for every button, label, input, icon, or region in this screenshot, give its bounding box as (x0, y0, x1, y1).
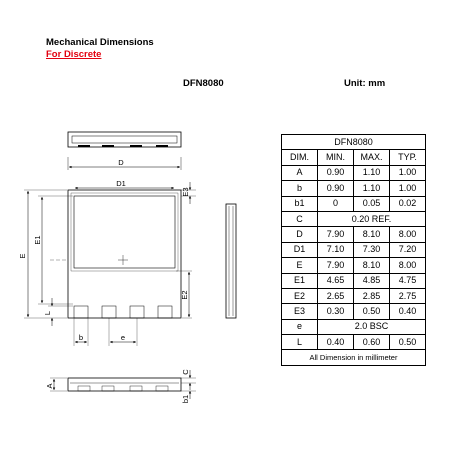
cell-typ: 1.00 (390, 165, 426, 180)
cell-max: 2.85 (354, 288, 390, 303)
table-row (282, 181, 426, 196)
cell-min: 0 (318, 196, 354, 211)
table-row (282, 258, 426, 273)
label-a: A (45, 383, 54, 389)
table-footer-row (282, 350, 426, 365)
table-row (282, 227, 426, 242)
cell-typ: 8.00 (390, 258, 426, 273)
table-title: DFN8080 (282, 135, 426, 150)
label-e1: E1 (33, 235, 42, 245)
cell-dim: D1 (282, 242, 318, 257)
cell-min: 7.90 (318, 227, 354, 242)
label-e2: E2 (180, 290, 189, 300)
label-pitch: e (120, 333, 126, 342)
package-name: DFN8080 (183, 78, 224, 89)
cell-min: 7.90 (318, 258, 354, 273)
cell-dim: D (282, 227, 318, 242)
table-row (282, 165, 426, 180)
right-side-view (226, 204, 236, 318)
label-b: b (78, 333, 84, 342)
header-min: MIN. (318, 150, 354, 165)
label-e3: E3 (181, 187, 190, 197)
cell-typ: 4.75 (390, 273, 426, 288)
unit-label: Unit: mm (344, 78, 386, 89)
table-title-row (282, 135, 426, 150)
dim-b (74, 318, 88, 346)
bottom-view (50, 190, 181, 318)
table-row (282, 273, 426, 288)
cell-typ: 0.40 (390, 304, 426, 319)
table-header-row (282, 150, 426, 165)
cell-max: 0.05 (354, 196, 390, 211)
dim-e (18, 190, 67, 318)
cell-dim: b (282, 181, 318, 196)
cell-span: 0.20 REF. (318, 211, 426, 226)
table-row (282, 304, 426, 319)
dim-e2 (176, 271, 192, 318)
label-d: D (118, 158, 124, 167)
cell-max: 8.10 (354, 258, 390, 273)
cell-typ: 0.02 (390, 196, 426, 211)
cell-dim: b1 (282, 196, 318, 211)
cell-min: 4.65 (318, 273, 354, 288)
table-row (282, 319, 426, 334)
cell-dim: A (282, 165, 318, 180)
cell-max: 7.30 (354, 242, 390, 257)
cell-min: 2.65 (318, 288, 354, 303)
cell-typ: 8.00 (390, 227, 426, 242)
cell-max: 0.60 (354, 335, 390, 350)
cell-typ: 0.50 (390, 335, 426, 350)
cell-max: 4.85 (354, 273, 390, 288)
label-l: L (43, 310, 52, 316)
cell-max: 0.50 (354, 304, 390, 319)
cell-min: 0.90 (318, 181, 354, 196)
label-b1: b1 (181, 394, 190, 404)
label-e: E (18, 253, 27, 259)
label-d1: D1 (116, 179, 126, 188)
cell-min: 0.40 (318, 335, 354, 350)
dim-c (181, 369, 196, 390)
table-footer: All Dimension in millimeter (282, 350, 426, 365)
dim-a (45, 378, 67, 391)
dim-e1 (33, 196, 73, 304)
discrete-link[interactable]: For Discrete (46, 49, 102, 60)
table-row (282, 242, 426, 257)
dim-d1 (75, 179, 174, 188)
table-row (282, 335, 426, 350)
cell-max: 1.10 (354, 165, 390, 180)
table-row (282, 288, 426, 303)
top-side-view (68, 132, 181, 147)
header-dim: DIM. (282, 150, 318, 165)
cell-typ: 7.20 (390, 242, 426, 257)
dim-d (68, 157, 181, 170)
cell-span: 2.0 BSC (318, 319, 426, 334)
cell-typ: 2.75 (390, 288, 426, 303)
cell-max: 1.10 (354, 181, 390, 196)
dim-e3 (181, 182, 196, 204)
label-c: C (181, 369, 190, 375)
cell-min: 0.30 (318, 304, 354, 319)
cell-dim: C (282, 211, 318, 226)
cell-dim: e (282, 319, 318, 334)
cell-typ: 1.00 (390, 181, 426, 196)
header-max: MAX. (354, 150, 390, 165)
cell-max: 8.10 (354, 227, 390, 242)
dim-pitch (109, 318, 137, 346)
table-row (282, 196, 426, 211)
cell-min: 0.90 (318, 165, 354, 180)
dimension-table (281, 134, 426, 366)
cell-dim: E1 (282, 273, 318, 288)
cell-dim: E2 (282, 288, 318, 303)
table-row (282, 211, 426, 226)
header-typ: TYP. (390, 150, 426, 165)
cell-min: 7.10 (318, 242, 354, 257)
dim-l (43, 298, 73, 326)
bottom-side-view (68, 378, 181, 391)
dim-b1 (181, 391, 196, 403)
cell-dim: L (282, 335, 318, 350)
cell-dim: E3 (282, 304, 318, 319)
cell-dim: E (282, 258, 318, 273)
section-title: Mechanical Dimensions (46, 37, 154, 48)
